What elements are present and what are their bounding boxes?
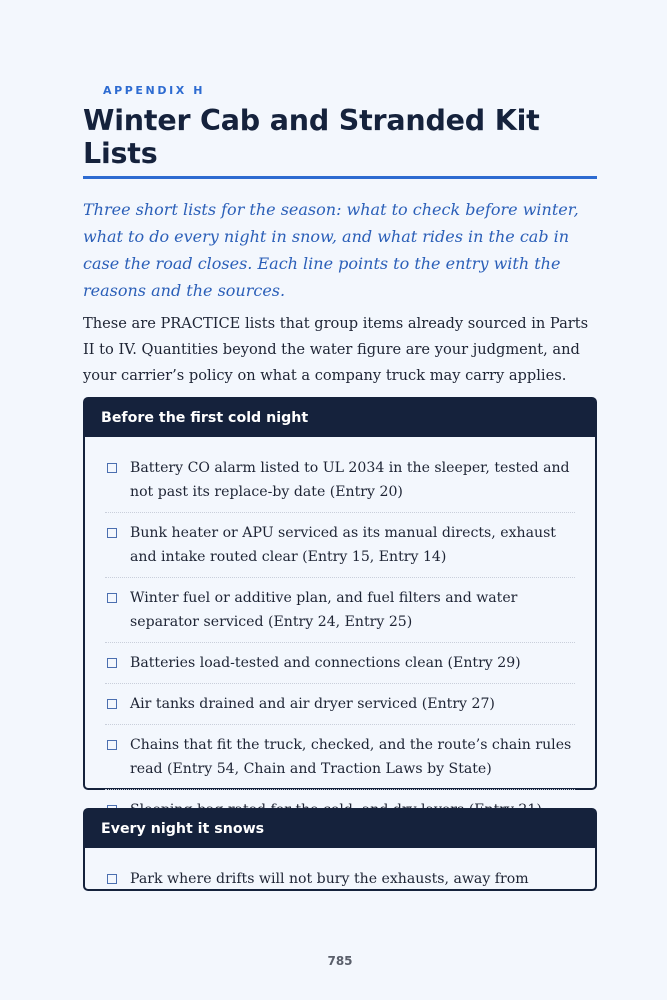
checklist-item-text: Chains that fit the truck, checked, and the route’s chain rules read (Entry 54, Chain and Traction Laws by State): [130, 737, 572, 777]
checklist-item-text: Battery CO alarm listed to UL 2034 in the sleeper, tested and not past its replace-by date (Entry 20): [130, 460, 570, 500]
checklist-item: [105, 733, 575, 790]
checkbox-icon: [107, 593, 117, 603]
checklist-item: [105, 456, 575, 513]
title-divider: [83, 176, 597, 179]
checklist-item: [105, 651, 575, 684]
checklist-items: [85, 848, 595, 899]
checklist-item: [105, 867, 575, 899]
page-title: Winter Cab and Stranded Kit Lists: [83, 104, 540, 170]
checklist-items: [85, 437, 595, 830]
checklist-item-text: Park where drifts will not bury the exhausts, away from: [130, 871, 529, 887]
checkbox-icon: [107, 463, 117, 473]
intro-paragraph: Three short lists for the season: what to check before winter, what to do every night in snow, and what rides in the cab in case the road closes. Each line points to the entry with the reasons and the sources.: [83, 200, 579, 300]
checklist-item-text: Winter fuel or additive plan, and fuel filters and water separator serviced (Entry 24, Entry 25): [130, 590, 518, 630]
appendix-label: APPENDIX H: [103, 84, 206, 97]
appendix-page: [83, 0, 597, 1000]
checklist-item-text: Batteries load-tested and connections clean (Entry 29): [130, 655, 521, 671]
checkbox-icon: [107, 874, 117, 884]
checklist-before-first-cold-night: [83, 397, 597, 790]
checklist-heading: Before the first cold night: [85, 399, 595, 437]
checklist-item: [105, 521, 575, 578]
checklist-every-night-it-snows: [83, 808, 597, 891]
checkbox-icon: [107, 658, 117, 668]
checklist-heading: Every night it snows: [85, 810, 595, 848]
checklist-item-text: Bunk heater or APU serviced as its manual directs, exhaust and intake routed clear (Entry 15, Entry 14): [130, 525, 556, 565]
practice-note-paragraph: These are PRACTICE lists that group items already sourced in Parts II to IV. Quantities beyond the water figure are your judgment, and your carrier’s policy on what a company truck may carry applies.: [83, 315, 589, 384]
checklist-item-text: Air tanks drained and air dryer serviced (Entry 27): [130, 696, 495, 712]
checkbox-icon: [107, 528, 117, 538]
checklist-item: [105, 692, 575, 725]
page-number: 785: [327, 954, 353, 968]
checkbox-icon: [107, 699, 117, 709]
checkbox-icon: [107, 740, 117, 750]
checklist-item: [105, 586, 575, 643]
